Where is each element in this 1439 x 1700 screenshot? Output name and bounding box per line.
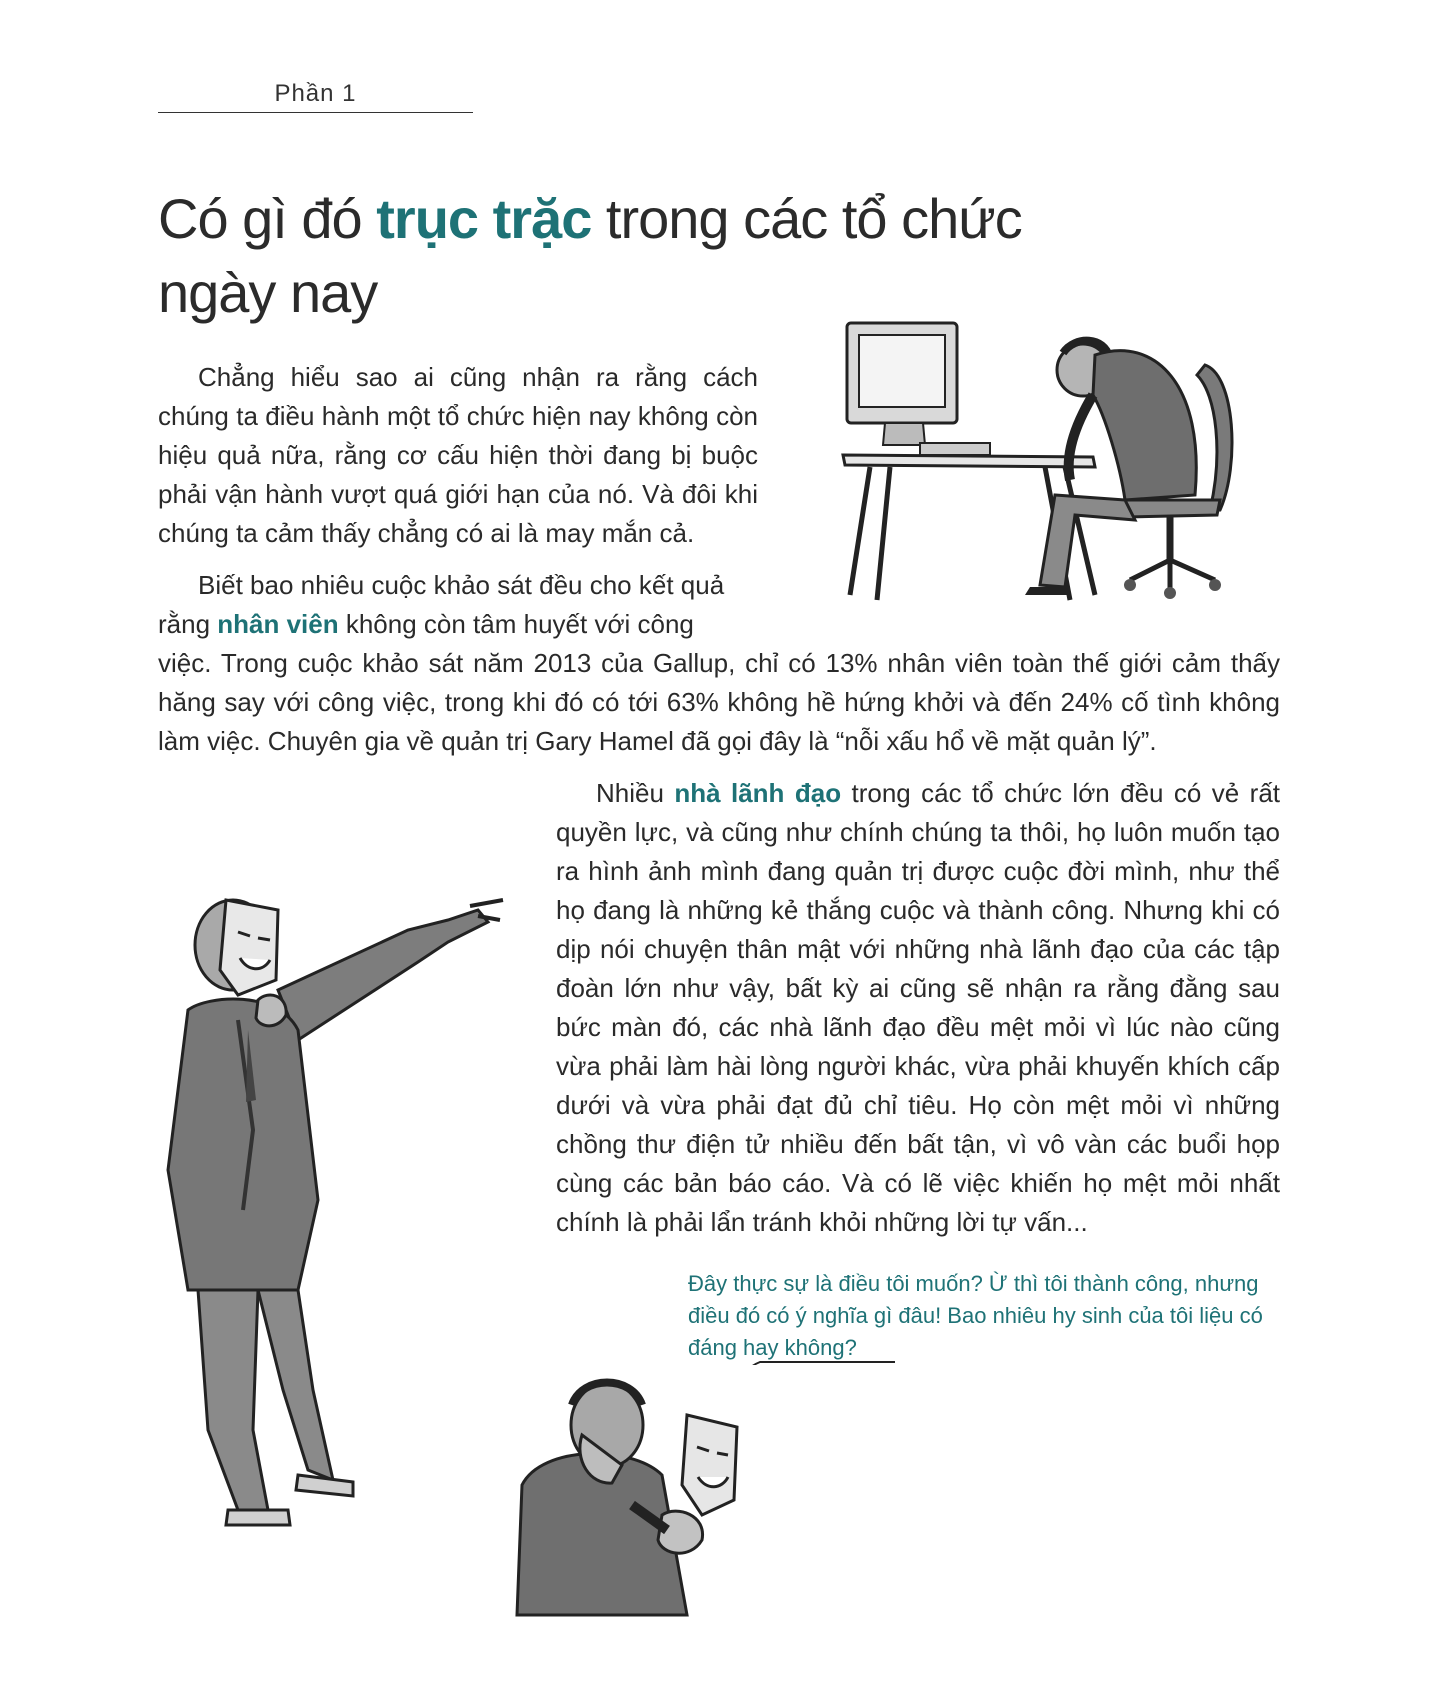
paragraph-2-lines-1 bbox=[158, 566, 758, 644]
paragraph-3 bbox=[556, 774, 1280, 1242]
paragraph-2-rest: việc. Trong cuộc khảo sát năm 2013 của Gallup, chỉ có 13% nhân viên toàn thế giới cảm thấy hăng say với công việc, trong khi đó có tới 63% không hề hứng khởi và đến 24% cố tình không làm việc. Chuyên gia về quản trị Gary Hamel đã gọi đây là “nỗi xấu hổ về mặt quản lý”. bbox=[158, 648, 1280, 756]
section-label: Phần 1 bbox=[158, 80, 473, 113]
weary-man-with-mask-illustration bbox=[512, 1365, 812, 1615]
title-highlight: trục trặc bbox=[376, 187, 592, 250]
paragraph-1 bbox=[158, 358, 758, 553]
paragraph-3-after-keyword: trong các tổ chức lớn đều có vẻ rất quyền lực, và cũng như chính chúng ta thôi, họ luôn muốn tạo ra hình ảnh mình đang quản trị được cuộc đời mình, như thể họ đang là những kẻ thắng cuộc và thành công. Nhưng khi có dịp nói chuyện thân mật với những nhà lãnh đạo của các tập đoàn lớn như vậy, bất kỳ ai cũng sẽ nhận ra rằng đằng sau bức màn đó, các nhà lãnh đạo đều mệt mỏi vì lúc nào cũng vừa phải làm hài lòng người khác, vừa phải khuyến khích cấp dưới và vừa phải đạt đủ chỉ tiêu. Họ còn mệt mỏi vì những chồng thư điện tử nhiều đến bất tận, vì vô vàn các buổi họp cùng các bản báo cáo. Và có lẽ việc khiến họ mệt mỏi nhất chính là phải lẩn tránh khỏi những lời tự vấn... bbox=[556, 778, 1281, 1237]
speech-quote: Đây thực sự là điều tôi muốn? Ừ thì tôi thành công, nhưng điều đó có ý nghĩa gì đâu! Bao nhiêu hy sinh của tôi liệu có đáng hay không? bbox=[688, 1271, 1263, 1360]
paragraph-3-before-keyword: Nhiều bbox=[596, 778, 675, 808]
paragraph-2-continued bbox=[158, 644, 1280, 761]
keyword-leader: nhà lãnh đạo bbox=[674, 778, 842, 808]
title-part-2: trong các tổ chức ngày nay bbox=[158, 187, 1022, 324]
title-part-1: Có gì đó bbox=[158, 187, 377, 250]
paragraph-2-before-keyword: rằng bbox=[158, 609, 218, 639]
paragraph-1-text: Chẳng hiểu sao ai cũng nhận ra rằng cách chúng ta điều hành một tổ chức hiện nay không còn hiệu quả nữa, rằng cơ cấu hiện thời đang bị buộc phải vận hành vượt quá giới hạn của nó. Và đôi khi chúng ta cảm thấy chẳng có ai là may mắn cả. bbox=[158, 362, 758, 548]
paragraph-2-after-keyword: không còn tâm huyết với công bbox=[338, 609, 694, 639]
keyword-employee: nhân viên bbox=[217, 609, 339, 639]
tired-worker-at-desk-illustration bbox=[825, 295, 1280, 625]
pointing-man-with-mask-illustration bbox=[148, 870, 520, 1550]
paragraph-2-line-1: Biết bao nhiêu cuộc khảo sát đều cho kết quả bbox=[198, 570, 725, 600]
